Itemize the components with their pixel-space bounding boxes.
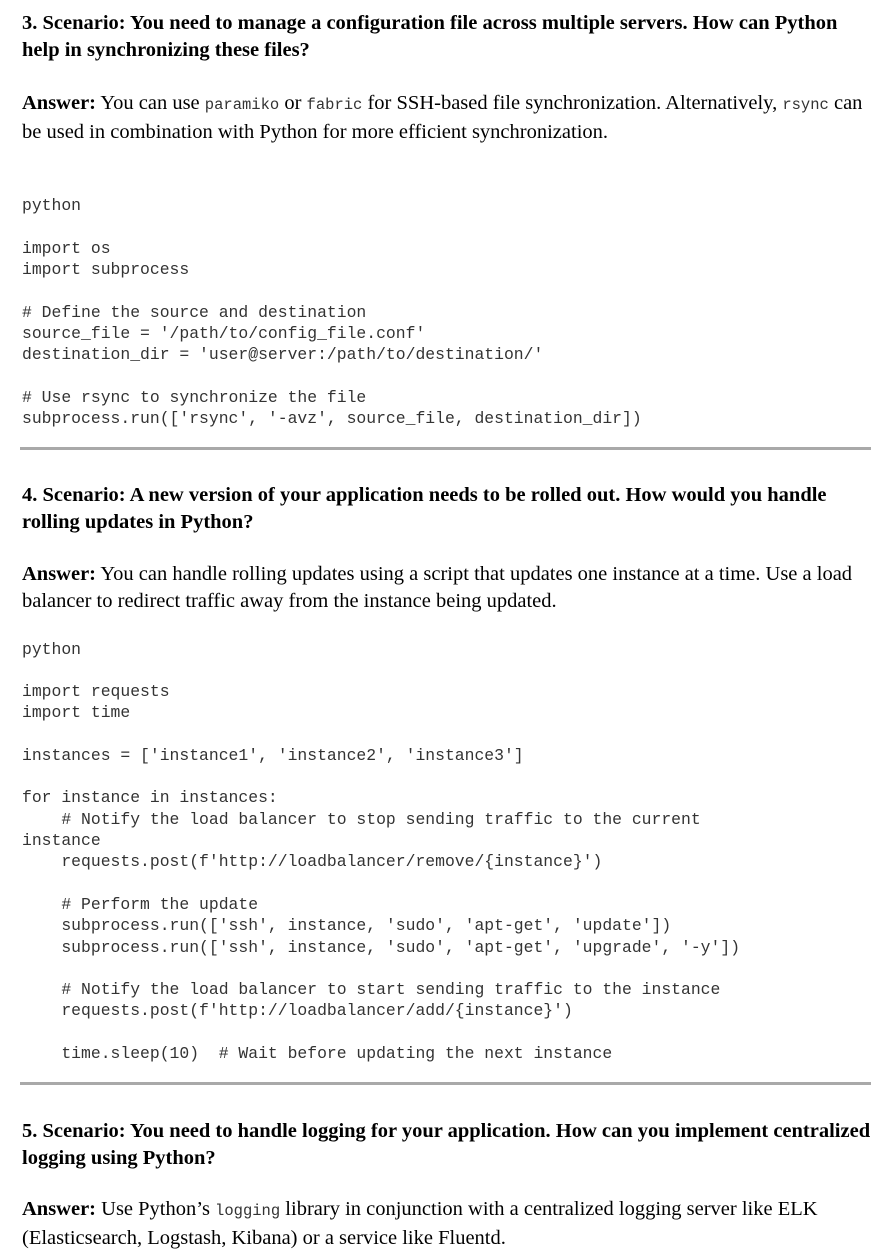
code-block-rsync: import os import subprocess # Define the source and destination source_file = '/path/to/config_file.conf' destination_dir = 'user@server:/path/to/destination/' # Use rsync to synchronize the file subprocess.run(['rsync', '-avz', source_file, destination_dir]) bbox=[22, 239, 642, 429]
inline-code-fabric: fabric bbox=[306, 96, 363, 114]
answer-text: You can handle rolling updates using a script that updates one instance at a time. Use a load balancer to redirect traffic away from the instance being updated. bbox=[22, 563, 853, 612]
answer-text: Use Python’s bbox=[96, 1198, 216, 1220]
answer-text: You can use bbox=[96, 92, 205, 114]
section-3-heading: 3. Scenario: You need to manage a configuration file across multiple servers. How can Python help in synchronizing these files? bbox=[22, 12, 838, 61]
section-5-heading: 5. Scenario: You need to handle logging for your application. How can you implement centralized logging using Python? bbox=[22, 1120, 871, 1169]
section-divider bbox=[20, 447, 871, 450]
answer-text: for SSH-based file synchronization. Alternatively, bbox=[362, 92, 783, 114]
inline-code-paramiko: paramiko bbox=[204, 96, 280, 114]
answer-label: Answer: bbox=[22, 92, 97, 114]
answer-label: Answer: bbox=[22, 563, 97, 585]
inline-code-logging: logging bbox=[215, 1202, 281, 1220]
section-4-heading: 4. Scenario: A new version of your application needs to be rolled out. How would you handle rolling updates in Python? bbox=[22, 484, 827, 533]
answer-label: Answer: bbox=[22, 1198, 97, 1220]
code-language-label: python bbox=[22, 640, 82, 659]
code-block-rolling-updates: import requests import time instances = ['instance1', 'instance2', 'instance3'] for instance in instances: # Notify the load balancer to stop sending traffic to the current instance requests.post(f'http://loadbalancer/remove/{instance}') # Perform the update subprocess.run(['ssh', instance, 'sudo', 'apt-get', 'update']) subprocess.run(['ssh', instance, 'sudo', 'apt-get', 'upgrade', '-y']) # Notify the load balancer to start sending traffic to the instance requests.post(f'http://loadbalancer/add/{instance}') time.sleep(10) # Wait before updating the next instance bbox=[22, 682, 741, 1064]
inline-code-rsync: rsync bbox=[782, 96, 829, 114]
section-5-answer bbox=[22, 1196, 872, 1252]
section-divider bbox=[20, 1082, 871, 1085]
answer-text: library in conjunction with a centralized logging server like ELK (Elasticsearch, Logstash, Kibana) or a service like Fluentd. bbox=[22, 1198, 818, 1249]
section-4-answer bbox=[22, 561, 872, 615]
answer-text: or bbox=[279, 92, 307, 114]
code-language-label: python bbox=[22, 196, 82, 215]
section-3-answer bbox=[22, 90, 872, 146]
answer-text: can be used in combination with Python for more efficient synchronization. bbox=[22, 92, 863, 143]
